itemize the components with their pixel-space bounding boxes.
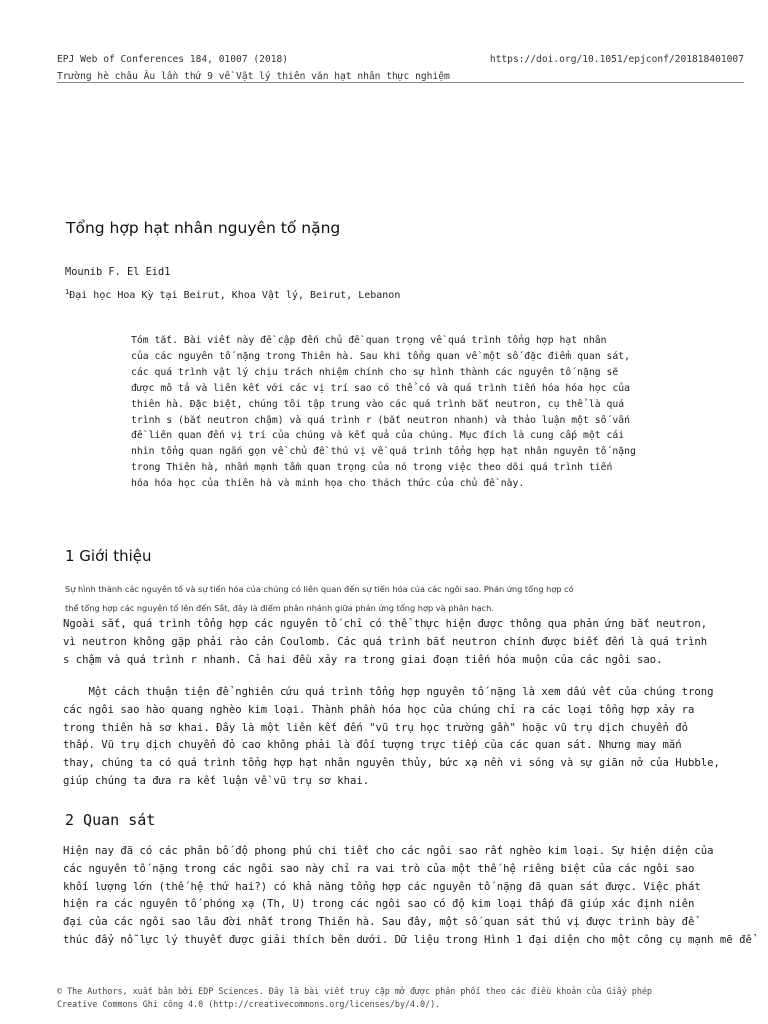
section-1-heading: 1 Giới thiệu (65, 547, 152, 565)
section-2-heading: 2 Quan sát (65, 811, 156, 829)
paper-title: Tổng hợp hạt nhân nguyên tố nặng (66, 219, 341, 237)
doi-link[interactable]: https://doi.org/10.1051/epjconf/201818401007 (489, 54, 744, 65)
section-1-paragraph-1: Ngoài sắt, quá trình tổng hợp các nguyên tố chỉ có thể thực hiện được thông qua phản ứng bắt neutron, vì neutron không gặp phải rào cản Coulomb. Các quá trình bắt neutron chính được biết đến là quá trình s chậm và quá trình r nhanh. Cả hai đều xảy ra trong giai đoạn tiến hóa muộn của các ngôi sao. (63, 618, 708, 666)
page-header (57, 51, 744, 85)
affiliation (65, 290, 400, 301)
section-1-intro-small: Sự hình thành các nguyên tố và sự tiến hóa của chúng có liên quan đến sự tiến hóa của các ngôi sao. Phản ứng tổng hợp có thể tổng hợp các nguyên tố lên đến Sắt, đây là điểm phân nhánh giữa phản ứng tổng hợp và phân hạch. (65, 584, 574, 613)
journal-citation: EPJ Web of Conferences 184, 01007 (2018) (57, 54, 289, 65)
affiliation-text: Đại học Hoa Kỳ tại Beirut, Khoa Vật lý, Beirut, Lebanon (69, 290, 401, 301)
abstract: Tóm tắt. Bài viết này đề cập đến chủ đề quan trọng về quá trình tổng hợp hạt nhân của các nguyên tố nặng trong Thiên hà. Sau khi tổng quan về một số đặc điểm quan sát, các quá trình vật lý chịu trách nhiệm chính cho sự hình thành các nguyên tố nặng sẽ được mô tả và liên kết với các vị trí sao có thể có và quá trình tiến hóa hóa học của thiên hà. Đặc biệt, chúng tôi tập trung vào các quá trình bắt neutron, cụ thể là quá trình s (bắt neutron chậm) và quá trình r (bắt neutron nhanh) và thảo luận một số vấn đề liên quan đến vị trí của chúng và kết quả của chúng. Mục đích là cung cấp một cái nhìn tổng quan ngắn gọn về chủ đề thú vị về quá trình tổng hợp hạt nhân nguyên tố nặng trong Thiên hà, nhấn mạnh tầm quan trọng của nó trong việc theo dõi quá trình tiến hóa hóa học của thiên hà và minh họa cho thách thức của chủ đề này. (131, 335, 636, 490)
author-name: Mounib F. El Eid1 (65, 266, 171, 278)
header-row (57, 51, 744, 68)
section-1-paragraph-2: Một cách thuận tiện để nghiên cứu quá trình tổng hợp nguyên tố nặng là xem dấu vết của chúng trong các ngôi sao hào quang nghèo kim loại. Thành phần hóa học của chúng chỉ ra các loại tổng hợp xảy ra trong thiên hà sơ khai. Đây là một liên kết đến "vũ trụ học trường gần" hoặc vũ trụ dịch chuyển đỏ thấp. Vũ trụ dịch chuyển đỏ cao không phải là đối tượng trực tiếp của các quan sát. Nhưng may mắn thay, chúng ta có quá trình tổng hợp hạt nhân nguyên thủy, bức xạ nền vi sóng và sự giãn nở của Hubble, giúp chúng ta đưa ra kết luận về vũ trụ sơ khai. (63, 686, 720, 787)
affiliation-marker: 1 (65, 288, 70, 296)
conference-name: Trường hè châu Âu lần thứ 9 về Vật lý thiên văn hạt nhân thực nghiệm (57, 71, 450, 82)
header-divider (57, 82, 744, 83)
section-2-paragraph: Hiện nay đã có các phân bố độ phong phú chi tiết cho các ngôi sao rất nghèo kim loại. Sự hiện diện của các nguyên tố nặng trong các ngôi sao này chỉ ra vai trò của một thế hệ riêng biệt của các ngôi sao khối lượng lớn (thế hệ thứ hai?) có khả năng tổng hợp các nguyên tố nặng đã quan sát được. Việc phát hiện ra các nguyên tố phóng xạ (Th, U) trong các ngôi sao có độ kim loại thấp đã giúp xác định niên đại của các ngôi sao lâu đời nhất trong Thiên hà. Sau đây, một số quan sát thú vị được trình bày để thúc đẩy nỗ lực lý thuyết được giải thích bên dưới. Dữ liệu trong Hình 1 đại diện cho một công cụ mạnh mẽ để (63, 845, 752, 946)
copyright-footer: © The Authors, xuất bản bởi EDP Sciences. Đây là bài viết truy cập mở được phân phối theo các điều khoản của Giấy phép Creative Commons Ghi công 4.0 (http://creativecommons.org/licenses/by/4.0/). (57, 986, 652, 1010)
